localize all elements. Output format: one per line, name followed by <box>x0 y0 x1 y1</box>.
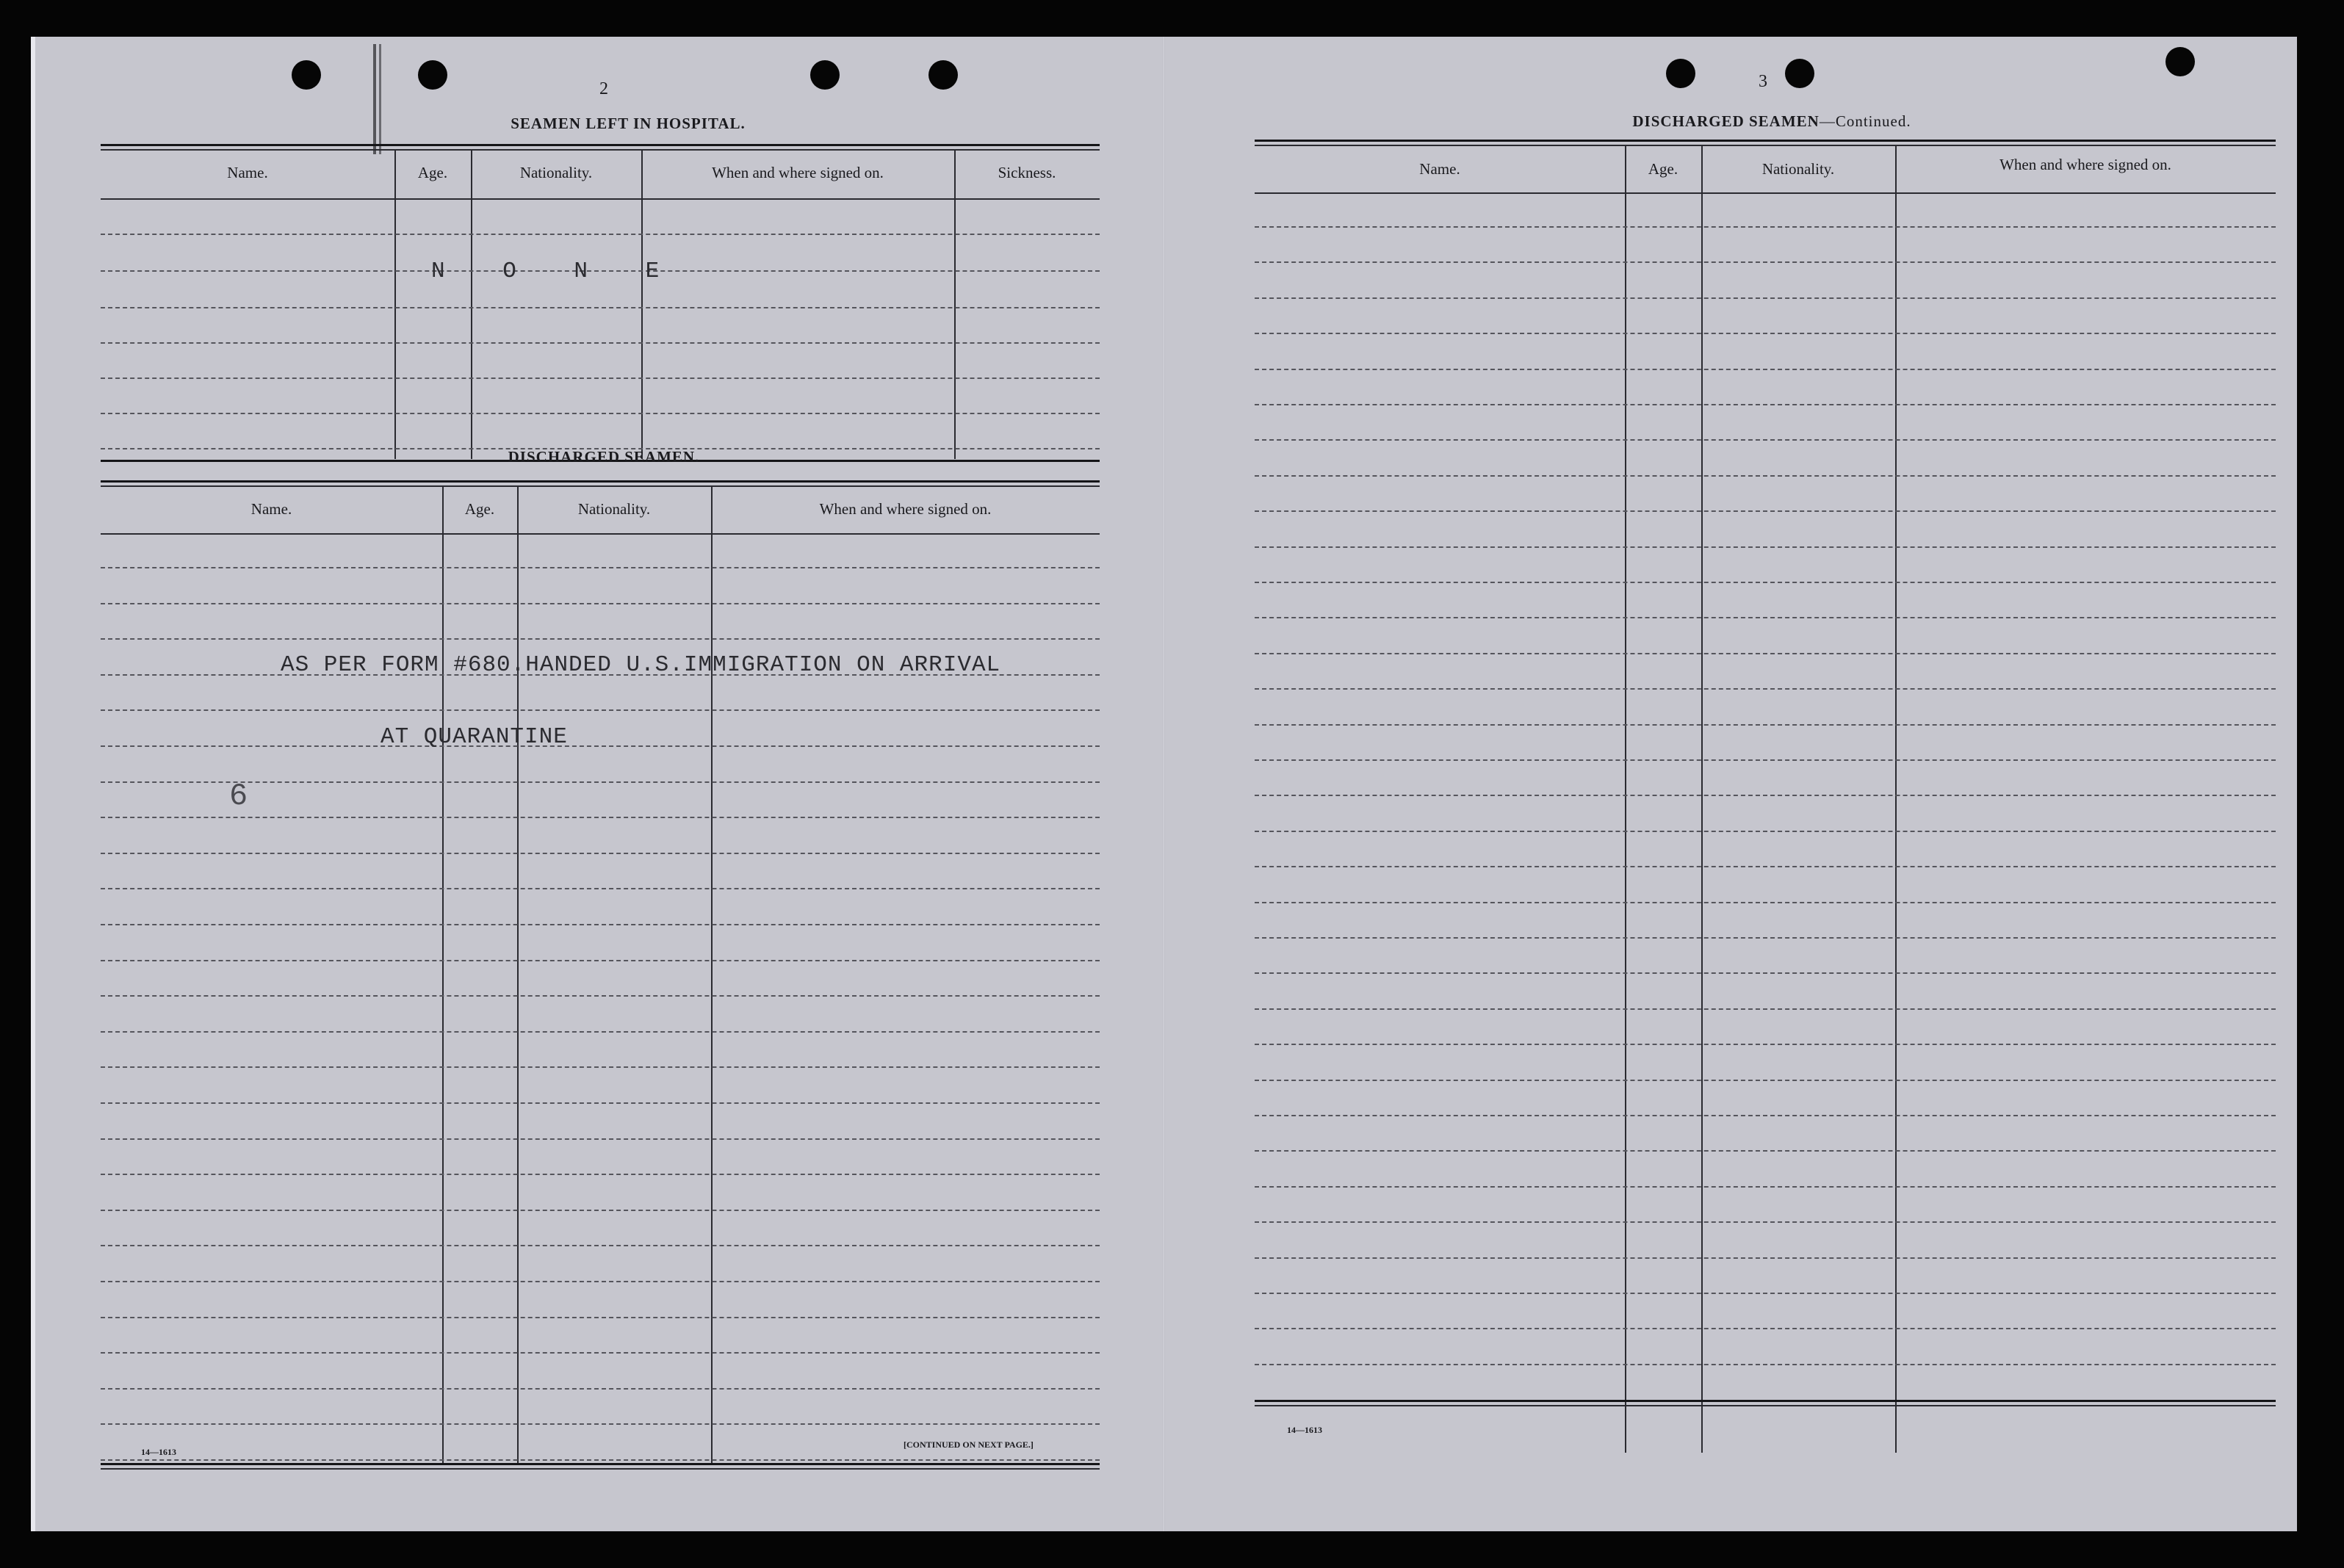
ink-smudge: 6 <box>229 778 248 814</box>
row-line <box>101 1245 1100 1246</box>
row-line <box>101 1174 1100 1175</box>
row-line <box>101 603 1100 604</box>
punch-hole <box>418 60 447 90</box>
row-line <box>1255 1257 2276 1259</box>
row-line <box>101 1388 1100 1390</box>
row-line <box>1255 439 2276 441</box>
row-line <box>1255 226 2276 228</box>
typed-entry-none: N O N E <box>431 259 682 284</box>
row-line <box>101 413 1100 414</box>
row-line <box>101 995 1100 997</box>
section-title <box>1588 112 1955 131</box>
center-fold <box>1162 37 1165 1531</box>
column-header-age: Age. <box>1648 160 1678 178</box>
column-header-sickness: Sickness. <box>998 164 1056 181</box>
table-top-rule <box>101 485 1100 487</box>
row-line <box>101 709 1100 711</box>
table-top-rule <box>1255 145 2276 146</box>
section-title: DISCHARGED SEAMEN. <box>508 448 700 466</box>
row-line <box>1255 582 2276 583</box>
row-line <box>1255 1293 2276 1294</box>
table-bottom-rule <box>101 1468 1100 1470</box>
punch-hole <box>292 60 321 90</box>
row-line <box>1255 1221 2276 1223</box>
row-line <box>101 307 1100 308</box>
page-number: 3 <box>1759 72 1767 91</box>
binding-mark <box>379 44 381 154</box>
table-top-rule <box>101 480 1100 483</box>
row-line <box>101 1138 1100 1140</box>
punch-hole <box>928 60 958 90</box>
row-line <box>101 342 1100 344</box>
row-line <box>1255 617 2276 618</box>
column-header-signed-on: When and where signed on. <box>819 500 992 518</box>
row-line <box>1255 404 2276 405</box>
row-line <box>101 1066 1100 1068</box>
punch-hole <box>1666 59 1695 88</box>
row-line <box>101 1281 1100 1282</box>
row-line <box>1255 866 2276 867</box>
row-line <box>1255 475 2276 477</box>
row-line <box>101 1317 1100 1318</box>
binding-mark <box>373 44 376 154</box>
column-header-name: Name. <box>250 500 292 518</box>
row-line <box>101 567 1100 568</box>
row-line <box>101 745 1100 747</box>
row-line <box>1255 297 2276 299</box>
row-line <box>101 960 1100 961</box>
table-bottom-rule <box>1255 1405 2276 1406</box>
punch-hole <box>2166 47 2195 76</box>
row-line <box>101 1459 1100 1461</box>
column-header-nationality: Nationality. <box>519 164 593 181</box>
row-line <box>1255 724 2276 726</box>
header-rule <box>1255 192 2276 194</box>
row-line <box>101 853 1100 854</box>
typed-entry-line: AT QUARANTINE <box>381 724 568 750</box>
column-divider <box>1625 145 1626 1453</box>
row-line <box>1255 546 2276 548</box>
column-header-signed-on: When and where signed on. <box>1999 156 2171 173</box>
table-bottom-rule <box>1255 1400 2276 1402</box>
row-line <box>1255 1080 2276 1081</box>
row-line <box>101 888 1100 889</box>
row-line <box>1255 902 2276 903</box>
row-line <box>1255 1186 2276 1188</box>
row-line <box>1255 1008 2276 1010</box>
row-line <box>1255 795 2276 796</box>
form-number: 14—1613 <box>141 1447 176 1457</box>
row-line <box>1255 759 2276 761</box>
typed-entry-line: AS PER FORM #680.HANDED U.S.IMMIGRATION ON ARRIVAL <box>281 652 1001 678</box>
row-line <box>101 1102 1100 1104</box>
table-top-rule <box>101 144 1100 146</box>
row-line <box>101 817 1100 818</box>
row-line <box>1255 972 2276 974</box>
form-number: 14—1613 <box>1287 1425 1322 1435</box>
column-header-signed-on: When and where signed on. <box>712 164 884 181</box>
row-line <box>1255 1328 2276 1329</box>
sheet-edge <box>31 37 35 1531</box>
header-rule <box>101 198 1100 200</box>
row-line <box>101 781 1100 783</box>
page-number: 2 <box>599 79 608 98</box>
row-line <box>1255 510 2276 512</box>
row-line <box>1255 261 2276 263</box>
column-header-age: Age. <box>417 164 448 181</box>
column-header-nationality: Nationality. <box>1761 160 1835 178</box>
row-line <box>1255 937 2276 939</box>
row-line <box>101 1210 1100 1211</box>
table-top-rule <box>1255 140 2276 142</box>
row-line <box>1255 653 2276 654</box>
row-line <box>101 638 1100 640</box>
continued-note: [CONTINUED ON NEXT PAGE.] <box>904 1439 1034 1450</box>
section-title-suffix: —Continued. <box>1819 112 1911 130</box>
table-top-rule <box>101 149 1100 151</box>
column-divider <box>1895 145 1897 1453</box>
table-bottom-rule <box>101 1463 1100 1465</box>
column-header-age: Age. <box>464 500 495 518</box>
manifest-sheet <box>31 37 2297 1531</box>
row-line <box>1255 1044 2276 1045</box>
column-header-name: Name. <box>227 164 268 181</box>
row-line <box>101 1031 1100 1033</box>
header-rule <box>101 533 1100 535</box>
column-divider <box>1701 145 1703 1453</box>
row-line <box>101 1423 1100 1425</box>
row-line <box>1255 333 2276 334</box>
row-line <box>1255 688 2276 690</box>
column-header-nationality: Nationality. <box>577 500 651 518</box>
section-title: SEAMEN LEFT IN HOSPITAL. <box>511 115 746 132</box>
row-line <box>101 234 1100 235</box>
column-header-name: Name. <box>1419 160 1460 178</box>
row-line <box>1255 369 2276 370</box>
punch-hole <box>810 60 840 90</box>
row-line <box>101 1352 1100 1354</box>
row-line <box>101 924 1100 925</box>
row-line <box>101 377 1100 379</box>
row-line <box>1255 831 2276 832</box>
section-title-main: DISCHARGED SEAMEN <box>1632 112 1820 130</box>
row-line <box>1255 1115 2276 1116</box>
row-line <box>1255 1150 2276 1152</box>
row-line <box>1255 1364 2276 1365</box>
